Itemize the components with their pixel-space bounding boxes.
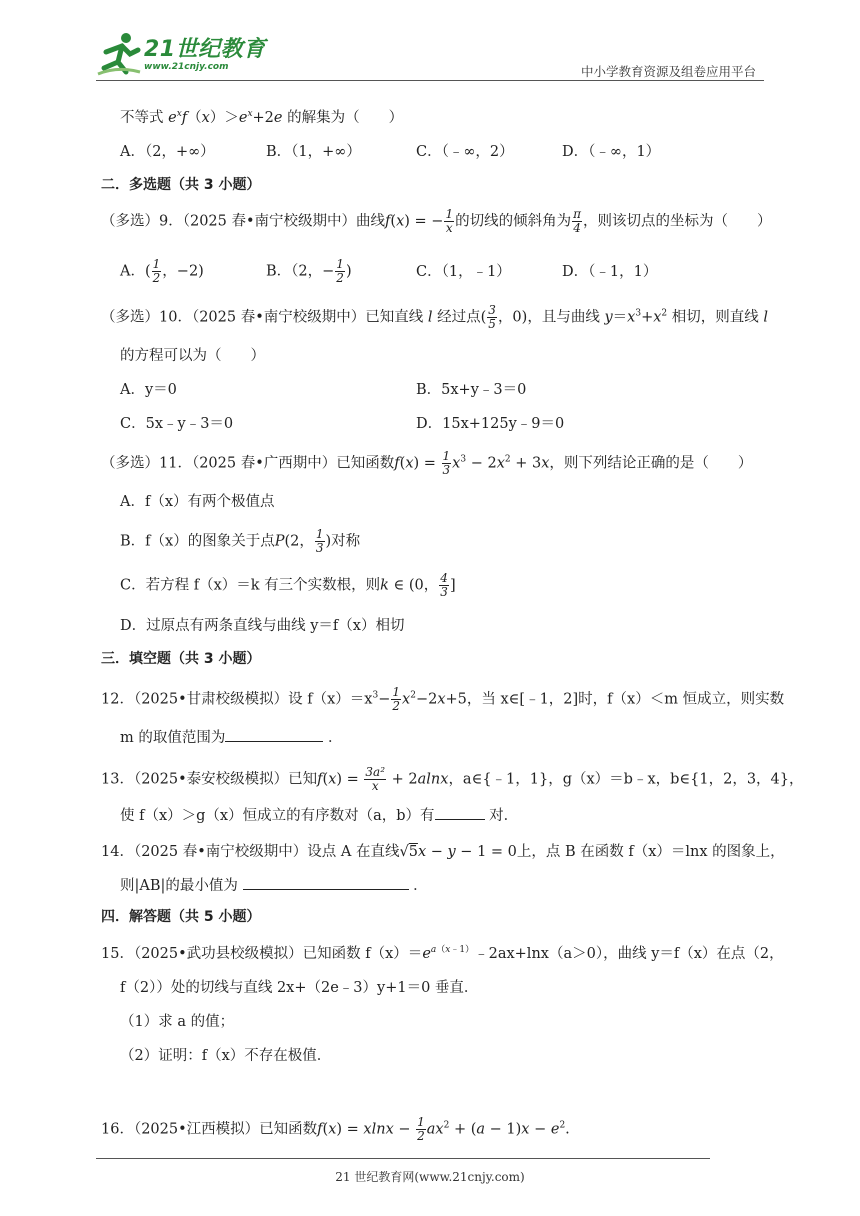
q10-stem: （多选）10．（2025 春•南宁校级期中）已知直线 l 经过点( $\frac{3}{5}$ ，0)，且与曲线 $y=x^3+x^2$ 相切，则直线 l xyxy=(101,303,768,331)
q9-option-b: B．（2，− $\frac{1}{2}$ ) xyxy=(266,257,352,285)
q13-stem: 13．（2025•泰安校级模拟）已知f(x) = $\frac{\text{3a²}}{x}$ + 2alnx，a∈{﹣1，1}，g（x）＝b﹣x，b∈{1，2，3，4}， xyxy=(101,765,804,793)
q11-option-a: A．f（x）有两个极值点 xyxy=(120,494,275,510)
section-4-title: 四．解答题（共 5 小题） xyxy=(101,909,261,925)
q15-stem: 15．（2025•武功县校级模拟）已知函数 $f(x)=e^{a(x﹣1)}﹣2ax+\ln x(a>0)$，曲线 y＝f（x）在点（2， xyxy=(101,945,784,962)
q15-sub2: （2）证明：f（x）不存在极值． xyxy=(120,1048,332,1064)
q12-stem: 12．（2025•甘肃校级模拟）设 $f(x)=x^3-$ $\frac{1}{2}$ $x^2-2x+5$，当 x∈[﹣1，2]时，f（x）＜m 恒成立，则实数 xyxy=(101,685,785,713)
q15-sub1: （1）求 a 的值； xyxy=(120,1014,235,1030)
header-divider xyxy=(96,80,764,81)
footer-divider xyxy=(96,1158,710,1159)
q-prev-option-b: B．（1，+∞） xyxy=(266,144,361,160)
q14-stem: 14．（2025 春•南宁校级期中）设点 A 在直线√5x − y − 1 = 0上，点 B 在函数 f（x）＝lnx 的图象上， xyxy=(101,844,785,860)
q11-option-d: D．过原点有两条直线与曲线 y＝f（x）相切 xyxy=(120,618,405,634)
q-prev-option-d: D．（﹣∞，1） xyxy=(562,144,661,160)
q12-answer-blank xyxy=(225,740,323,742)
logo-url: www.21cnjy.com xyxy=(144,62,229,72)
q9-option-d: D．（﹣1，1） xyxy=(562,264,658,280)
footer-text: 21 世纪教育网(www.21cnjy.com) xyxy=(335,1170,525,1184)
q10-stem-line2: 的方程可以为（ ） xyxy=(120,348,265,364)
q16-stem: 16．（2025•江西模拟）已知函数f(x) = xlnx − $\frac{1}{2}$ $ax^2 + (a - 1)x - e^2$. xyxy=(101,1115,570,1143)
q13-stem-line2: 使 f（x）＞g（x）恒成立的有序数对（a，b）有 对． xyxy=(120,808,519,824)
q10-option-b: B．5x+y﹣3＝0 xyxy=(416,382,527,398)
q-prev-stem: 不等式 $e^xf(x)>e^x+2e$ 的解集为（ ） xyxy=(120,109,404,126)
logo-text: 21世纪教育 xyxy=(144,37,266,62)
section-2-title: 二．多选题（共 3 小题） xyxy=(101,177,261,193)
q9-stem: （多选）9．（2025 春•南宁校级期中）曲线f(x) = − $\frac{1}{x}$ 的切线的倾斜角为 $\frac{\pi}{4}$ ，则该切点的坐标为（ ） xyxy=(101,207,772,235)
q11-option-b: B．f（x）的图象关于点P(2， $\frac{1}{3}$ )对称 xyxy=(120,527,361,555)
q9-option-c: C．（1，﹣1） xyxy=(416,264,511,280)
q10-option-a: A．y＝0 xyxy=(120,382,177,398)
q14-answer-blank xyxy=(243,888,409,890)
q-prev-option-a: A．（2，+∞） xyxy=(120,144,215,160)
q11-option-c: C．若方程 f（x）＝k 有三个实数根，则k ∈ (0， $\frac{4}{3}$ ] xyxy=(120,571,456,599)
q14-stem-line2: 则|AB|的最小值为 ． xyxy=(120,878,428,894)
q12-stem-line2: m 的取值范围为 ． xyxy=(120,730,343,746)
platform-name: 中小学教育资源及组卷应用平台 xyxy=(580,64,756,79)
q13-answer-blank xyxy=(435,818,485,820)
section-3-title: 三．填空题（共 3 小题） xyxy=(101,651,261,667)
q10-option-c: C．5x﹣y﹣3＝0 xyxy=(120,416,234,432)
q9-option-a: A．( $\frac{1}{2}$ ，−2) xyxy=(120,257,204,285)
runner-logo-icon xyxy=(96,30,142,76)
q10-option-d: D．15x+125y﹣9＝0 xyxy=(416,416,565,432)
q15-stem-line2: f（2））处的切线与直线 2x+（2e﹣3）y+1＝0 垂直． xyxy=(120,980,479,996)
q11-stem: （多选）11．（2025 春•广西期中）已知函数f(x) = $\frac{1}{3}$ $x^3 - 2x^2 + 3x$，则下列结论正确的是（ ） xyxy=(101,449,753,477)
q-prev-option-c: C．（﹣∞，2） xyxy=(416,144,514,160)
site-logo xyxy=(96,30,266,80)
